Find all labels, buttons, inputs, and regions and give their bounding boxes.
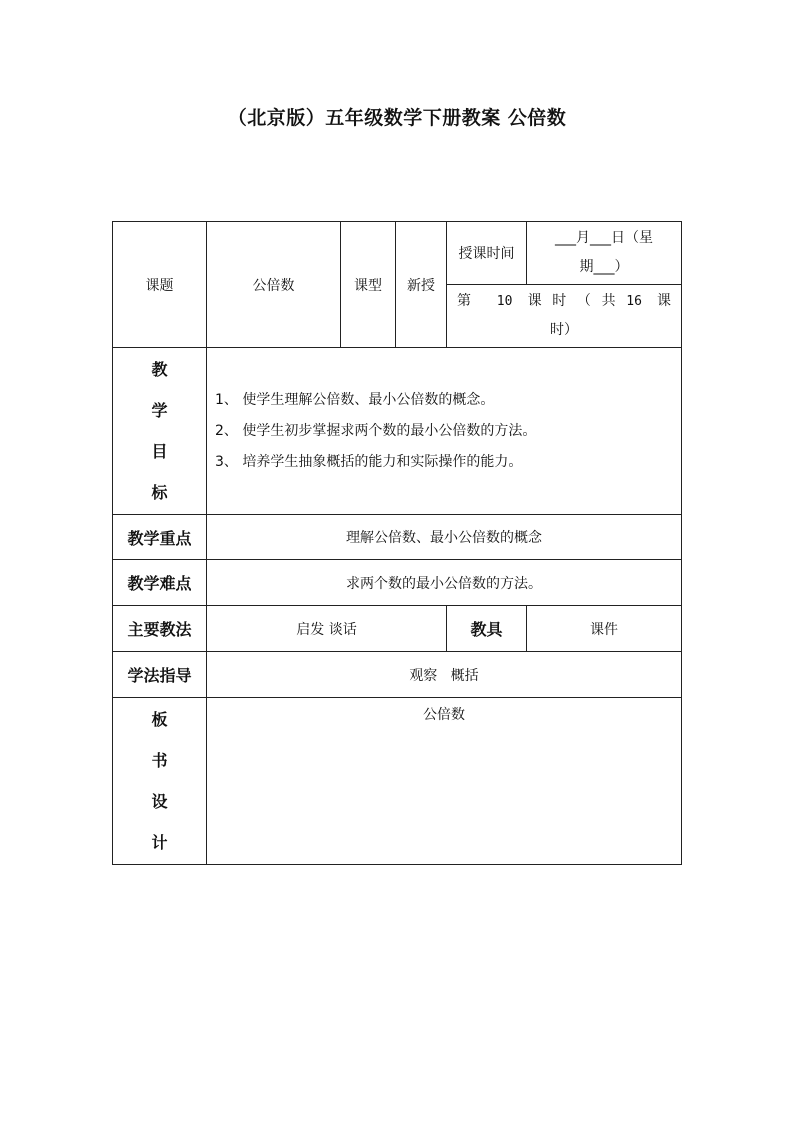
lesson-mid: 课时（共 — [527, 293, 627, 309]
lesson-end: 时） — [550, 322, 578, 338]
difficulty-value: 求两个数的最小公倍数的方法。 — [207, 560, 682, 606]
key-point-label: 教学重点 — [113, 515, 207, 560]
type-value: 新授 — [396, 222, 447, 348]
lesson-plan-table — [112, 221, 682, 865]
type-label: 课型 — [341, 222, 396, 348]
goals-label — [113, 348, 207, 515]
lesson-count-line1 — [447, 287, 681, 316]
time-value-line2: 期___） — [579, 259, 629, 275]
board-label-char: 计 — [151, 833, 168, 852]
method-value: 启发 谈话 — [207, 606, 447, 652]
lesson-count-cell — [447, 285, 682, 348]
board-content: 公倍数 — [207, 698, 682, 865]
tools-label: 教具 — [447, 606, 527, 652]
goals-content — [207, 348, 682, 515]
goal-item: 1、 使学生理解公倍数、最小公倍数的概念。 — [215, 391, 495, 408]
goals-label-char: 学 — [151, 401, 168, 420]
tools-value: 课件 — [527, 606, 682, 652]
board-label — [113, 698, 207, 865]
lesson-suffix: 课 — [657, 293, 672, 309]
lesson-total: 16 — [626, 294, 642, 309]
lesson-number: 10 — [496, 294, 513, 309]
goals-label-char: 标 — [151, 483, 168, 502]
goal-item: 3、 培养学生抽象概括的能力和实际操作的能力。 — [215, 453, 523, 470]
method-label: 主要教法 — [113, 606, 207, 652]
topic-value: 公倍数 — [207, 222, 341, 348]
time-label: 授课时间 — [447, 222, 527, 285]
board-label-char: 设 — [151, 792, 168, 811]
goal-item: 2、 使学生初步掌握求两个数的最小公倍数的方法。 — [215, 422, 537, 439]
time-value-line1: ___月___日（星 — [555, 230, 653, 246]
board-label-char: 书 — [151, 751, 168, 770]
study-label: 学法指导 — [113, 652, 207, 698]
goals-label-char: 目 — [151, 442, 168, 461]
goals-label-char: 教 — [151, 360, 168, 379]
study-value: 观察 概括 — [207, 652, 682, 698]
topic-label: 课题 — [113, 222, 207, 348]
key-point-value: 理解公倍数、最小公倍数的概念 — [207, 515, 682, 560]
page-title: （北京版）五年级数学下册教案 公倍数 — [227, 107, 567, 129]
difficulty-label: 教学难点 — [113, 560, 207, 606]
time-value — [527, 222, 682, 285]
board-label-char: 板 — [151, 710, 168, 729]
lesson-prefix: 第 — [457, 293, 482, 309]
